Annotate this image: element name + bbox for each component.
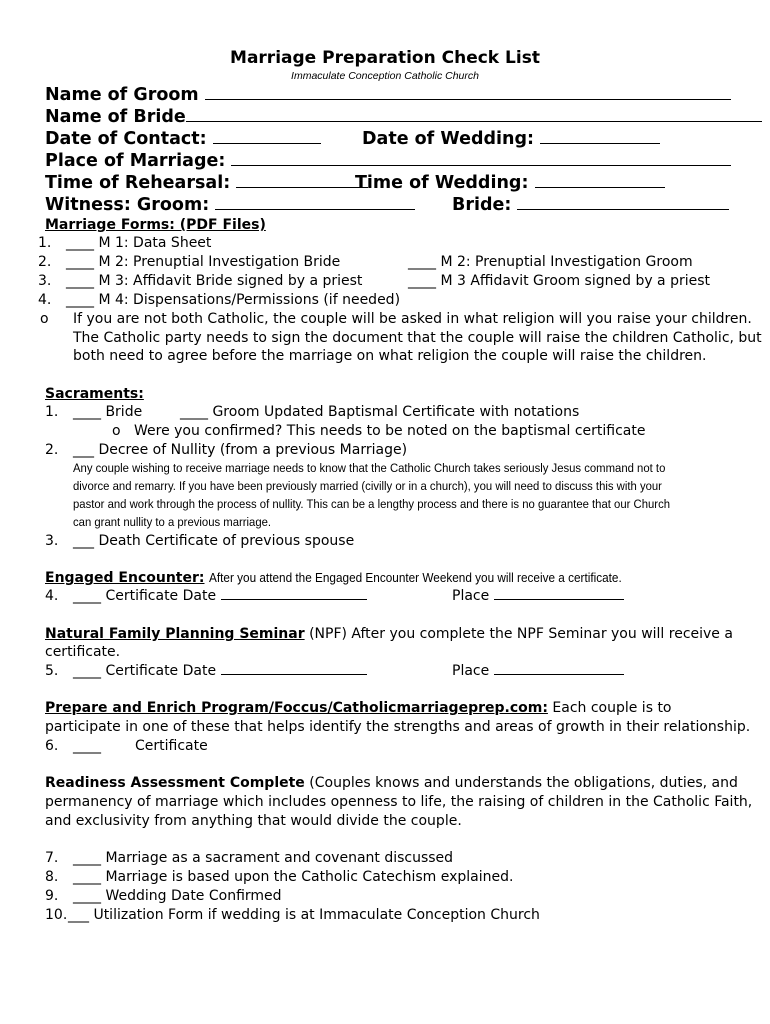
cert-date-line[interactable] <box>221 587 367 600</box>
time-wedding-label: Time of Wedding: <box>355 173 529 193</box>
bullet-marker: o <box>40 311 49 327</box>
item-number: 4. <box>38 292 52 308</box>
forms-note-line: The Catholic party needs to sign the document that the couple will raise the children Catholic, but <box>73 330 762 346</box>
item-number: 5. <box>45 663 59 679</box>
place-line[interactable] <box>494 587 624 600</box>
forms-item <box>38 272 362 290</box>
item-number: 7. <box>45 850 59 866</box>
bride-check: ____ Bride <box>73 404 143 420</box>
item-number: 6. <box>45 738 59 754</box>
time-rehearsal-label: Time of Rehearsal: <box>45 173 231 193</box>
readiness-item <box>45 887 282 905</box>
engaged-cert-row <box>45 587 367 605</box>
forms-item <box>38 253 340 271</box>
item-text: ____ M 2: Prenuptial Investigation Bride <box>66 254 341 270</box>
nfp-desc: (NPF) After you complete the NPF Seminar you will receive a <box>309 626 733 642</box>
nfp-place-row <box>452 662 624 680</box>
confirmation-note: Were you confirmed? This needs to be noted on the baptismal certificate <box>134 423 646 439</box>
witness-groom-row <box>45 194 415 216</box>
prepare-heading: Prepare and Enrich Program/Foccus/Catholicmarriageprep.com: <box>45 700 548 716</box>
sacraments-item <box>45 403 142 421</box>
item-number: 8. <box>45 869 59 885</box>
date-contact-line[interactable] <box>213 129 321 144</box>
sacraments-item <box>45 532 354 550</box>
item-text: ___ Death Certificate of previous spouse <box>73 533 355 549</box>
item-text: ____ M 3: Affidavit Bride signed by a priest <box>66 273 363 289</box>
nullity-line: Any couple wishing to receive marriage needs to know that the Catholic Church takes seriously Jesus command not to <box>73 461 666 475</box>
item-number: 2. <box>45 442 59 458</box>
item-text: ___ Utilization Form if wedding is at Immaculate Conception Church <box>68 907 540 923</box>
cert-blank: ____ <box>73 738 101 754</box>
prepare-desc: Each couple is to <box>552 700 672 716</box>
time-wedding-line[interactable] <box>535 173 665 188</box>
witness-groom-line[interactable] <box>215 195 415 210</box>
prepare-row <box>45 699 672 717</box>
sacraments-heading: Sacraments: <box>45 386 144 402</box>
item-number: 1. <box>38 235 52 251</box>
nfp-heading: Natural Family Planning Seminar <box>45 626 305 642</box>
item-text: ____ M 1: Data Sheet <box>66 235 212 251</box>
groom-name-line[interactable] <box>205 85 731 100</box>
engaged-row <box>45 569 658 587</box>
readiness-item <box>45 868 513 886</box>
item-text-right: ____ M 2: Prenuptial Investigation Groom <box>408 254 693 270</box>
nullity-line: can grant nullity to a previous marriage. <box>73 515 272 529</box>
engaged-desc: After you attend the Engaged Encounter Weekend you will receive a certificate. <box>208 570 622 585</box>
forms-item <box>38 291 400 309</box>
item-number: 3. <box>45 533 59 549</box>
item-number: 4. <box>45 588 59 604</box>
cert-date-line[interactable] <box>221 662 367 675</box>
item-text: ___ Decree of Nullity (from a previous Marriage) <box>73 442 408 458</box>
item-text: ____ Marriage is based upon the Catholic Catechism explained. <box>73 869 514 885</box>
sacraments-item <box>45 441 407 459</box>
witness-bride-row <box>452 194 729 216</box>
item-text: ____ Wedding Date Confirmed <box>73 888 282 904</box>
date-contact-row <box>45 128 321 150</box>
item-number: 2. <box>38 254 52 270</box>
nfp-row <box>45 625 733 643</box>
readiness-item <box>45 849 453 867</box>
groom-name-row <box>45 84 731 106</box>
time-rehearsal-row <box>45 172 368 194</box>
prepare-cert-label: Certificate <box>135 738 208 754</box>
date-contact-label: Date of Contact: <box>45 129 207 149</box>
place-marriage-line[interactable] <box>231 151 731 166</box>
engaged-place-row <box>452 587 624 605</box>
readiness-desc-cont: and exclusivity from anything that would divide the couple. <box>45 813 462 829</box>
cert-label: ____ Certificate Date <box>73 663 217 679</box>
witness-groom-label: Witness: Groom: <box>45 195 210 215</box>
prepare-desc-cont: participate in one of these that helps identify the strengths and areas of growth in their relationship. <box>45 719 751 735</box>
item-number: 10. <box>45 907 68 923</box>
item-number: 1. <box>45 404 59 420</box>
witness-bride-label: Bride: <box>452 195 512 215</box>
forms-note-line: If you are not both Catholic, the couple will be asked in what religion will you raise your children. <box>73 311 752 327</box>
time-wedding-row <box>355 172 665 194</box>
page-subtitle: Immaculate Conception Catholic Church <box>291 70 479 82</box>
nullity-line: pastor and work through the process of nullity. This can be a lengthy process and there is no guarantee that our Church <box>73 497 671 511</box>
readiness-heading: Readiness Assessment Complete <box>45 775 305 791</box>
item-text: ____ Marriage as a sacrament and covenant discussed <box>73 850 454 866</box>
prepare-cert-row <box>45 737 101 755</box>
groom-name-label: Name of Groom <box>45 85 199 105</box>
cert-label: ____ Certificate Date <box>73 588 217 604</box>
engaged-heading: Engaged Encounter: <box>45 570 205 586</box>
place-marriage-row <box>45 150 731 172</box>
witness-bride-line[interactable] <box>517 195 729 210</box>
item-number: 9. <box>45 888 59 904</box>
place-label: Place <box>452 663 490 679</box>
bride-name-row <box>45 106 762 128</box>
forms-note-line: both need to agree before the marriage on what religion the couple will raise the children. <box>73 348 707 364</box>
date-wedding-label: Date of Wedding: <box>362 129 534 149</box>
page-title: Marriage Preparation Check List <box>230 48 540 68</box>
bride-name-line[interactable] <box>186 107 762 122</box>
nfp-desc-cont: certificate. <box>45 644 121 660</box>
item-text: ____ M 4: Dispensations/Permissions (if needed) <box>66 292 401 308</box>
readiness-desc: (Couples knows and understands the obligations, duties, and <box>309 775 738 791</box>
item-text-right: ____ M 3 Affidavit Groom signed by a priest <box>408 273 711 289</box>
place-line[interactable] <box>494 662 624 675</box>
forms-heading: Marriage Forms: (PDF Files) <box>45 217 266 233</box>
item-number: 3. <box>38 273 52 289</box>
bride-name-label: Name of Bride <box>45 107 186 127</box>
readiness-row <box>45 774 738 792</box>
readiness-item <box>45 906 540 924</box>
bullet-marker: o <box>112 423 121 439</box>
nfp-cert-row <box>45 662 367 680</box>
groom-baptismal-text: ____ Groom Updated Baptismal Certificate with notations <box>180 404 580 420</box>
forms-item <box>38 234 211 252</box>
time-rehearsal-line[interactable] <box>236 173 368 188</box>
date-wedding-line[interactable] <box>540 129 660 144</box>
date-wedding-row <box>362 128 660 150</box>
readiness-desc-cont: permanency of marriage which includes openness to life, the raising of children in the Catholic Faith, <box>45 794 753 810</box>
place-marriage-label: Place of Marriage: <box>45 151 226 171</box>
place-label: Place <box>452 588 490 604</box>
nullity-line: divorce and remarry. If you have been previously married (civilly or in a church), you will need to discuss this with your <box>73 479 662 493</box>
